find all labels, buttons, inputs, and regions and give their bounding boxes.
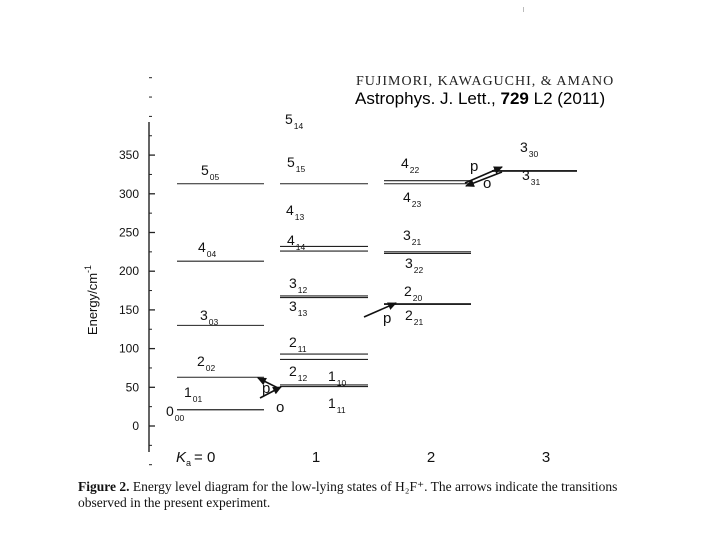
level-label-4_22: $4_{22}$ bbox=[401, 155, 420, 175]
citation-rest: L2 (2011) bbox=[528, 89, 606, 108]
y-tick-label: 300 bbox=[118, 186, 139, 201]
y-axis-label bbox=[83, 265, 100, 335]
ka-label bbox=[176, 449, 215, 468]
label-p-ka1-ka2: p bbox=[383, 310, 392, 327]
level-label-3_12: $3_{12}$ bbox=[289, 275, 308, 295]
y-tick-label: 250 bbox=[118, 225, 139, 240]
paper-header-authors: FUJIMORI, KAWAGUCHI, & AMANO bbox=[356, 74, 615, 89]
y-ticks bbox=[119, 78, 155, 465]
citation-journal: Astrophys. J. Lett., bbox=[355, 89, 501, 108]
transition-ka0-ka1 bbox=[258, 378, 284, 416]
level-label-3_31: $3_{31}$ bbox=[522, 167, 541, 187]
column-label-1: 1 bbox=[311, 449, 321, 466]
transition-ka2-ka3 bbox=[465, 158, 502, 192]
level-label-3_03: $3_{03}$ bbox=[200, 307, 219, 327]
level-label-2_11: $2_{11}$ bbox=[289, 334, 307, 354]
level-label-4_04: $4_{04}$ bbox=[198, 239, 217, 259]
level-label-1_10: $1_{10}$ bbox=[328, 368, 347, 388]
level-label-5_15: $5_{15}$ bbox=[287, 154, 306, 174]
energy-levels bbox=[166, 111, 577, 423]
level-label-2_20: $2_{20}$ bbox=[404, 283, 423, 303]
label-p-ka2-ka3: p bbox=[470, 158, 479, 175]
y-axis-label-superscript: -1 bbox=[83, 264, 93, 273]
level-label-3_21: $3_{21}$ bbox=[403, 227, 422, 247]
level-label-5_14: $5_{14}$ bbox=[285, 111, 304, 131]
caption-text: Energy level diagram for the low-lying states of H₂F⁺. The arrows indicate the transitions observed in the present experiment. bbox=[78, 479, 618, 510]
y-tick-label: 200 bbox=[118, 264, 139, 279]
label-o-ka2-ka3: o bbox=[483, 175, 492, 192]
level-label-1_01: $1_{01}$ bbox=[184, 384, 203, 404]
level-label-2_21: $2_{21}$ bbox=[405, 307, 424, 327]
level-label-4_23: $4_{23}$ bbox=[403, 189, 422, 209]
ka-label-subscript: a bbox=[186, 458, 192, 468]
level-label-2_02: $2_{02}$ bbox=[197, 353, 216, 373]
label-o-ka0-ka1: o bbox=[276, 399, 285, 416]
level-label-2_12: $2_{12}$ bbox=[289, 363, 308, 383]
y-axis-label-text: Energy/cm bbox=[85, 272, 100, 336]
citation-volume: 729 bbox=[500, 89, 529, 108]
level-label-4_14: $4_{14}$ bbox=[287, 232, 306, 252]
y-tick-label: 100 bbox=[118, 341, 139, 356]
y-tick-label: 350 bbox=[118, 148, 139, 163]
level-label-5_05: $5_{05}$ bbox=[201, 162, 220, 182]
ka-label-k: K bbox=[176, 449, 187, 466]
level-label-4_13: $4_{13}$ bbox=[286, 202, 305, 222]
column-label-0: = 0 bbox=[194, 449, 216, 466]
caption-label: Figure 2. bbox=[78, 479, 130, 494]
level-label-0_00: $0_{00}$ bbox=[166, 403, 185, 423]
level-label-3_22: $3_{22}$ bbox=[405, 255, 424, 275]
column-label-3: 3 bbox=[541, 449, 551, 466]
level-label-3_13: $3_{13}$ bbox=[289, 298, 308, 318]
transition-ka1-ka2 bbox=[364, 303, 396, 327]
y-tick-label: 150 bbox=[118, 302, 139, 317]
figure-caption bbox=[78, 479, 638, 511]
y-tick-label: 0 bbox=[132, 419, 139, 433]
column-label-2: 2 bbox=[426, 449, 436, 466]
y-tick-label: 50 bbox=[125, 380, 139, 395]
level-label-3_30: $3_{30}$ bbox=[520, 139, 539, 159]
label-p-ka0-ka1: p bbox=[262, 380, 271, 397]
level-label-1_11: $1_{11}$ bbox=[328, 395, 346, 415]
